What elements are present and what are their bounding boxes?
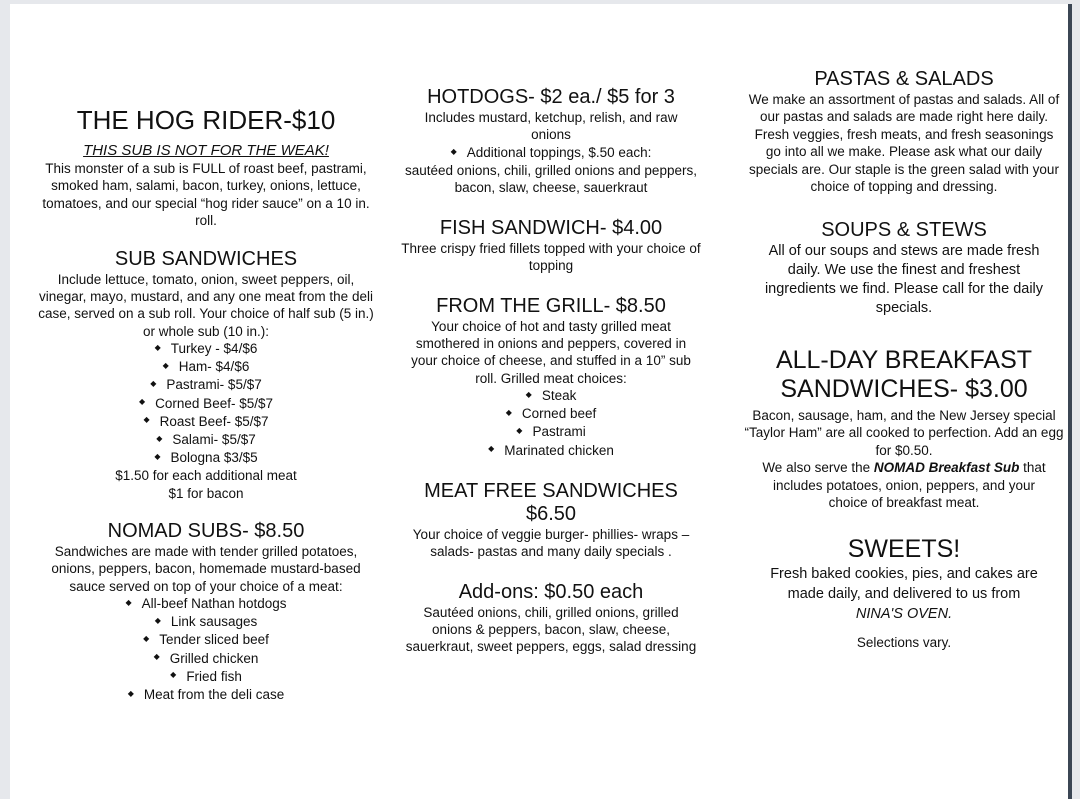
extra-meat-price: $1.50 for each additional meat: [115, 468, 297, 484]
from-the-grill-description: Your choice of hot and tasty grilled meat smothered in onions and peppers, covered in your choice of cheese, and stuffed in a 10” sub roll. Grilled meat choices:: [411, 318, 691, 386]
sub-sandwiches-description: Include lettuce, tomato, onion, sweet peppers, oil, vinegar, mayo, mustard, and any one meat from the deli case, served on a sub roll. Your choice of half sub (5 in.) or whole sub (10 in.):: [38, 271, 374, 339]
hotdogs-toppings: sautéed onions, chili, grilled onions and peppers, bacon, slaw, cheese, sauerkraut: [405, 162, 697, 196]
list-item: ◆ Grilled chicken: [36, 650, 376, 668]
selections-vary: Selections vary.: [856, 635, 952, 651]
meat-free-price: $6.50: [525, 502, 577, 525]
sweets-description: [742, 564, 1066, 624]
soups-stews-title: SOUPS & STEWS: [821, 219, 987, 242]
menu-column-left: [36, 106, 376, 704]
from-the-grill-title: FROM THE GRILL- $8.50: [436, 294, 666, 317]
list-item: ◆ Bologna $3/$5: [36, 449, 376, 467]
menu-page: [10, 4, 1072, 799]
sweets-title: SWEETS!: [847, 535, 961, 564]
pastas-salads-title: PASTAS & SALADS: [814, 68, 994, 90]
list-item: ◆ All-beef Nathan hotdogs: [36, 595, 376, 613]
nomad-breakfast-text: [742, 459, 1066, 511]
list-item: ◆ Salami- $5/$7: [36, 431, 376, 449]
soups-stews-description: All of our soups and stews are made fresh daily. We use the finest and freshest ingredients we find. Please call for the daily specials.: [764, 243, 1044, 317]
meat-free-title: MEAT FREE SANDWICHES: [424, 479, 678, 502]
nomad-subs-list: [36, 595, 376, 704]
list-item: ◆ Meat from the deli case: [36, 686, 376, 704]
sub-sandwiches-list: [36, 340, 376, 467]
hotdogs-title: HOTDOGS- $2 ea./ $5 for 3: [427, 86, 675, 108]
meat-free-description: Your choice of veggie burger- phillies- wraps – salads- pastas and many daily specials .: [412, 526, 690, 560]
hog-rider-description: This monster of a sub is FULL of roast beef, pastrami, smoked ham, salami, bacon, turkey, onions, lettuce, tomatoes, and our special “hog rider sauce” on a 10 in. roll.: [42, 160, 370, 229]
add-ons-title: Add-ons: $0.50 each: [458, 580, 644, 603]
breakfast-title: ALL-DAY BREAKFAST: [775, 346, 1033, 375]
list-item: ◆ Corned Beef- $5/$7: [36, 395, 376, 413]
nomad-breakfast-prefix: We also serve the: [762, 460, 874, 476]
sub-sandwiches-title: SUB SANDWICHES: [114, 247, 298, 270]
fish-sandwich-title: FISH SANDWICH- $4.00: [439, 216, 663, 239]
list-item: ◆ Pastrami- $5/$7: [36, 376, 376, 394]
fish-sandwich-description: Three crispy fried fillets topped with your choice of topping: [401, 240, 701, 274]
menu-column-right: [742, 68, 1066, 652]
list-item: ◆ Link sausages: [36, 613, 376, 631]
hog-rider-title: THE HOG RIDER-$10: [76, 105, 336, 135]
list-item: ◆ Marinated chicken: [390, 442, 712, 460]
nomad-subs-title: NOMAD SUBS- $8.50: [107, 519, 305, 542]
pastas-salads-description: We make an assortment of pastas and salads. All of our pastas and salads are made right here daily. Fresh veggies, fresh meats, and fresh seasonings go into all we make. Please ask what our daily specials are. Our staple is the green salad with your choice of topping and dressing.: [748, 92, 1060, 195]
bakery-name: NINA'S OVEN.: [855, 606, 953, 623]
list-item: ◆ Additional toppings, $.50 each:: [390, 144, 712, 162]
add-ons-description: Sautéed onions, chili, grilled onions, grilled onions & peppers, bacon, slaw, cheese, sauerkraut, sweet peppers, eggs, salad dressing: [405, 604, 697, 655]
list-item: ◆ Steak: [390, 387, 712, 405]
bacon-price: $1 for bacon: [168, 485, 244, 501]
sweets-description-prefix: Fresh baked cookies, pies, and cakes are made daily, and delivered to us from: [770, 566, 1038, 603]
list-item: ◆ Tender sliced beef: [36, 631, 376, 649]
breakfast-description: Bacon, sausage, ham, and the New Jersey special “Taylor Ham” are all cooked to perfection. Add an egg for $0.50.: [744, 407, 1064, 458]
list-item: ◆ Turkey - $4/$6: [36, 340, 376, 358]
grill-meat-list: [390, 387, 712, 460]
menu-column-middle: [390, 86, 712, 656]
nomad-subs-description: Sandwiches are made with tender grilled potatoes, onions, peppers, bacon, homemade mustard-based sauce served on top of your choice of a meat:: [51, 543, 361, 594]
nomad-breakfast-name: NOMAD Breakfast Sub: [873, 460, 1020, 476]
hog-rider-tagline: THIS SUB IS NOT FOR THE WEAK!: [83, 141, 329, 159]
nomad-breakfast-suffix: that includes potatoes, onion, peppers, and your choice of breakfast meat.: [773, 460, 1046, 510]
list-item: ◆ Ham- $4/$6: [36, 358, 376, 376]
list-item: ◆ Corned beef: [390, 405, 712, 423]
breakfast-price: SANDWICHES- $3.00: [780, 375, 1028, 404]
list-item: ◆ Roast Beef- $5/$7: [36, 413, 376, 431]
hotdogs-toppings-list: [390, 144, 712, 162]
hotdogs-description: Includes mustard, ketchup, relish, and raw onions: [424, 110, 678, 143]
list-item: ◆ Fried fish: [36, 668, 376, 686]
list-item: ◆ Pastrami: [390, 423, 712, 441]
